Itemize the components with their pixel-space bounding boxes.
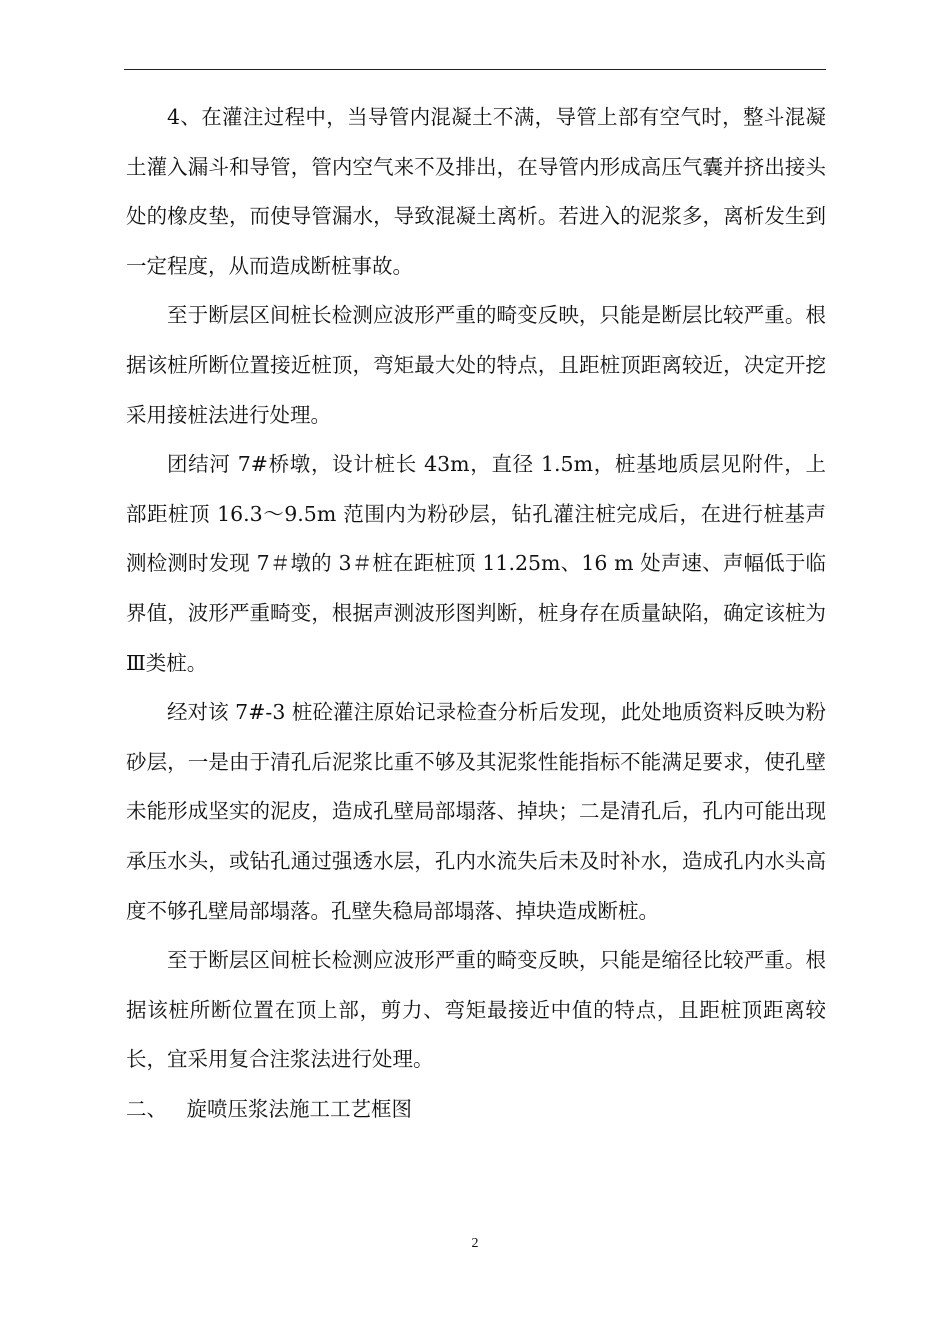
header-rule xyxy=(124,69,826,70)
section-heading: 二、 旋喷压浆法施工工艺框图 xyxy=(126,1096,413,1121)
document-body xyxy=(126,93,826,1134)
paragraph-4: 经对该 7#-3 桩砼灌注原始记录检查分析后发现，此处地质资料反映为粉砂层，一是由于清孔后泥浆比重不够及其泥浆性能指标不能满足要求，使孔壁未能形成坚实的泥皮，造成孔壁局部塌落、掉块；二是清孔后，孔内可能出现承压水头，或钻孔通过强透水层，孔内水流失后未及时补水，造成孔内水头高度不够孔壁局部塌落。孔壁失稳局部塌落、掉块造成断桩。 xyxy=(126,700,826,923)
paragraph-5: 至于断层区间桩长检测应波形严重的畸变反映，只能是缩径比较严重。根据该桩所断位置在顶上部，剪力、弯矩最接近中值的特点，且距桩顶距离较长，宜采用复合注浆法进行处理。 xyxy=(126,948,826,1072)
paragraph-3: 团结河 7#桥墩，设计桩长 43m，直径 1.5m，桩基地质层见附件，上部距桩顶 16.3～9.5m 范围内为粉砂层，钻孔灌注桩完成后，在进行桩基声测检测时发现 7＃墩的 3＃桩在距桩顶 11.25m、16 m 处声速、声幅低于临界值，波形严重畸变，根据声测波形图判断，桩身存在质量缺陷，确定该桩为Ⅲ类桩。 xyxy=(126,452,826,675)
paragraph-1: 4、在灌注过程中，当导管内混凝土不满，导管上部有空气时，整斗混凝土灌入漏斗和导管，管内空气来不及排出，在导管内形成高压气囊并挤出接头处的橡皮垫，而使导管漏水，导致混凝土离析。若进入的泥浆多，离析发生到一定程度，从而造成断桩事故。 xyxy=(126,105,826,278)
page-number: 2 xyxy=(471,1236,479,1251)
paragraph-2: 至于断层区间桩长检测应波形严重的畸变反映，只能是断层比较严重。根据该桩所断位置接近桩顶，弯矩最大处的特点，且距桩顶距离较近，决定开挖采用接桩法进行处理。 xyxy=(126,303,826,427)
